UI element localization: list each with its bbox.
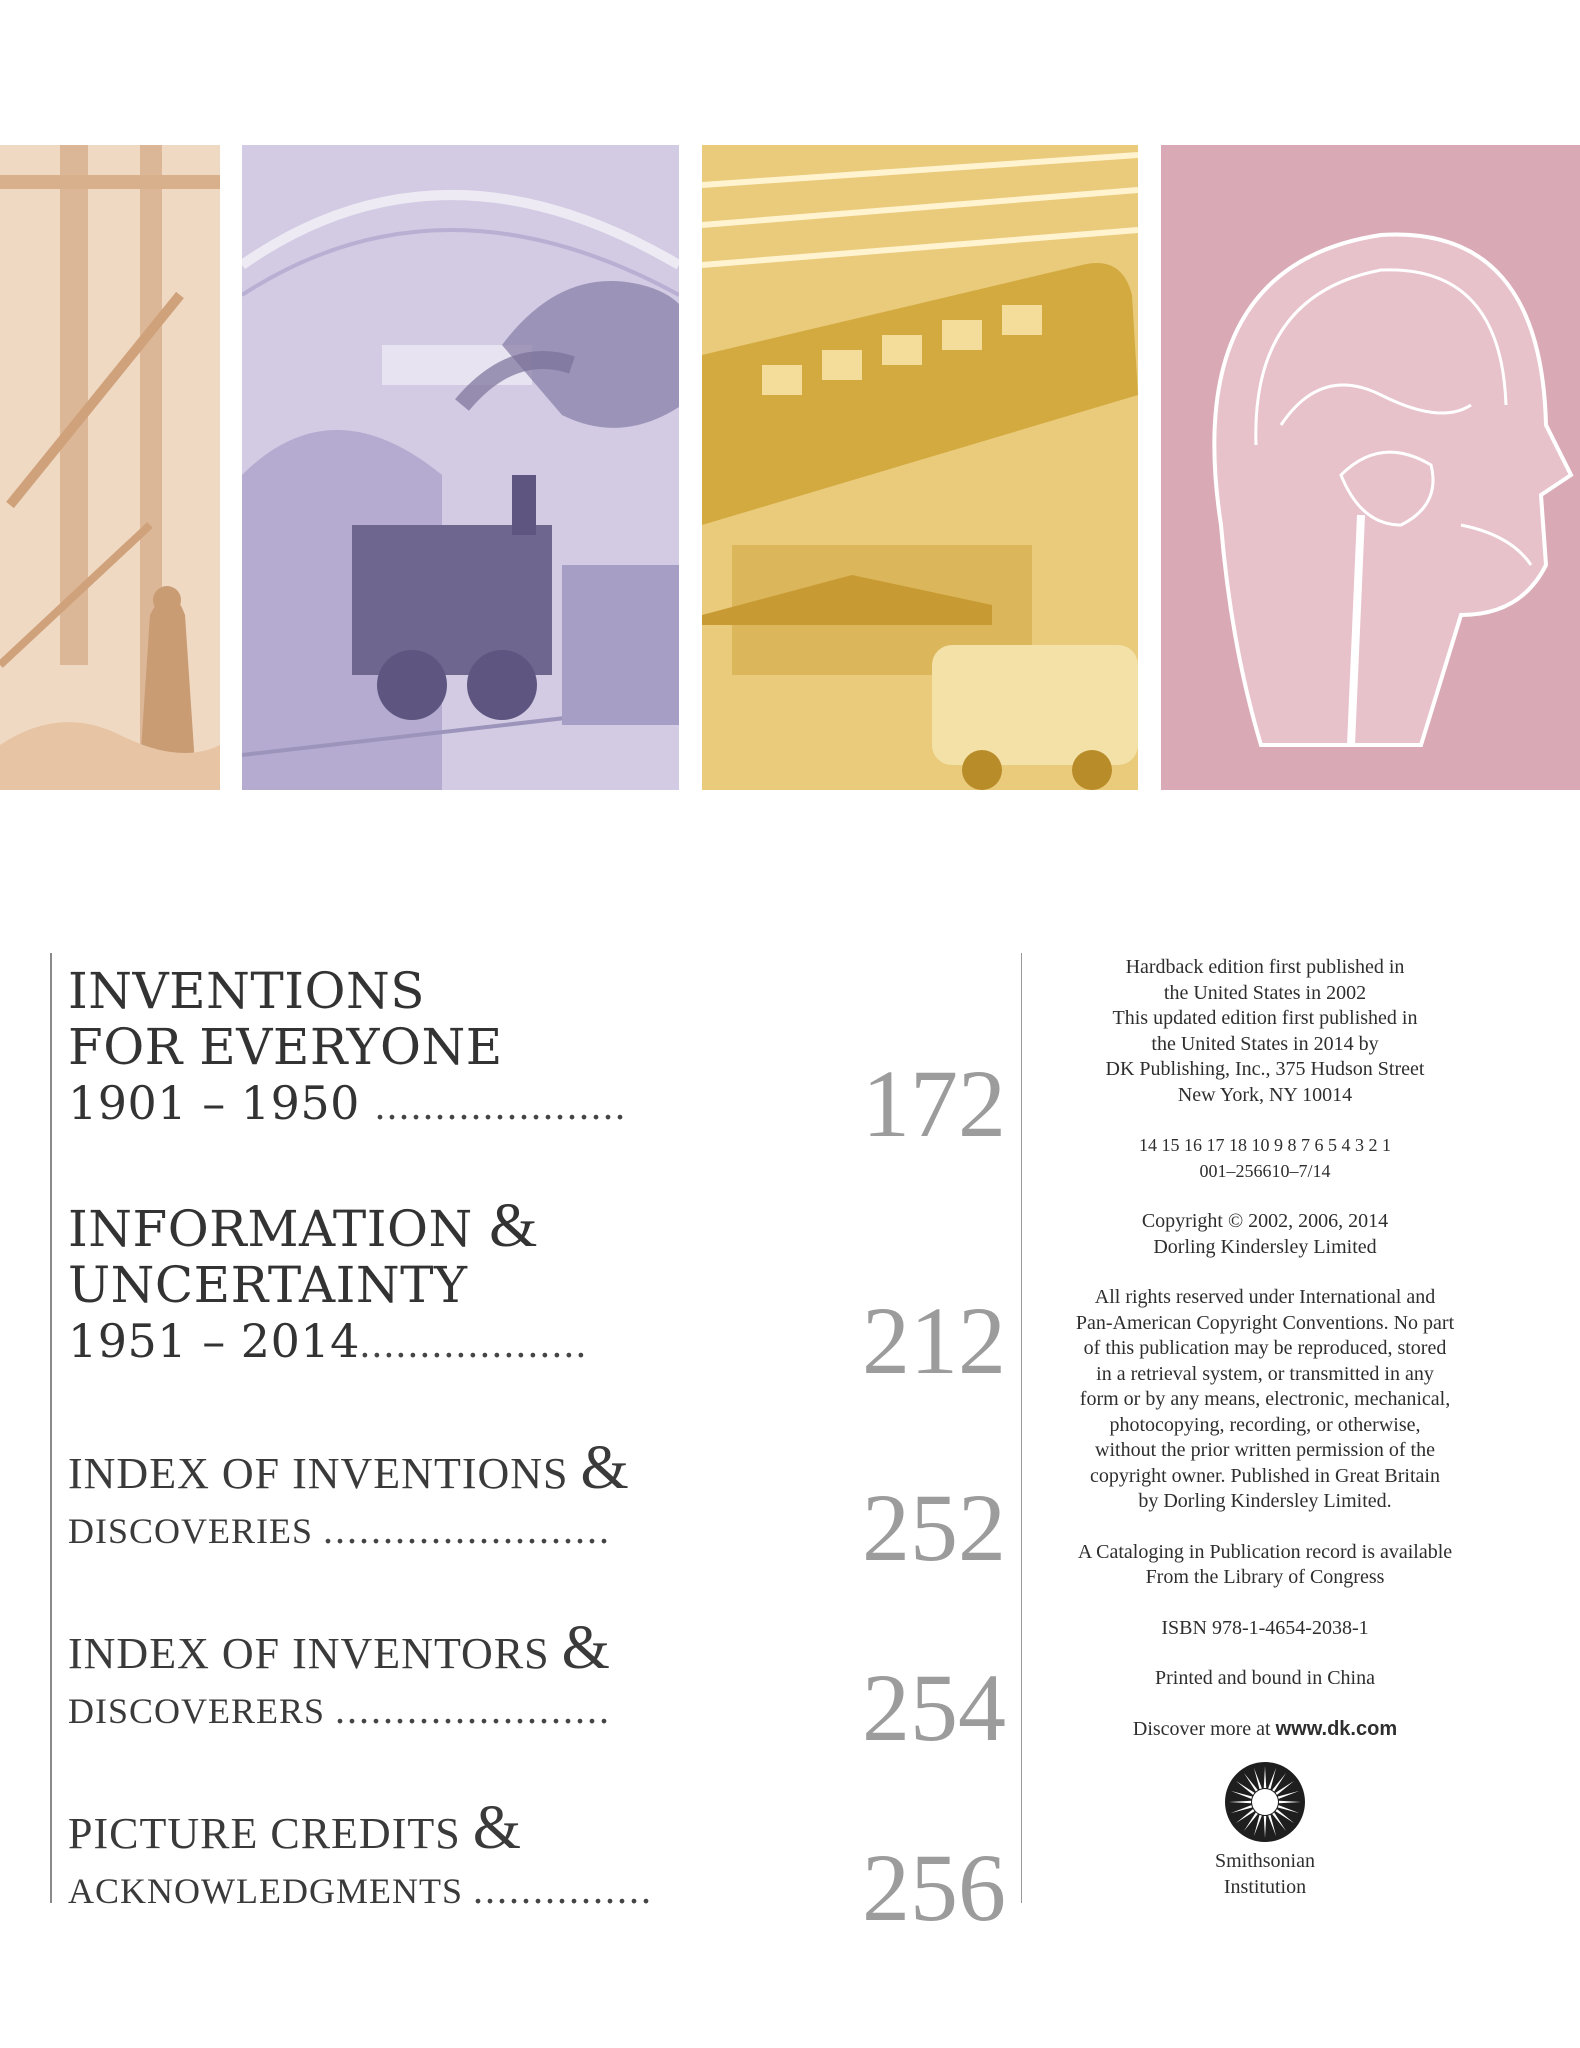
- entry-title: INDEX OF INVENTIONS: [68, 1449, 569, 1498]
- imprint-line: Hardback edition first published in: [1125, 956, 1405, 978]
- printed-in: Printed and bound in China: [1155, 1667, 1375, 1689]
- page-number: 252: [862, 1474, 1006, 1581]
- imprint-line: All rights reserved under International and: [1094, 1286, 1436, 1308]
- isbn: ISBN 978-1-4654-2038-1: [1161, 1616, 1369, 1639]
- entry-title-line: INVENTIONS: [68, 962, 425, 1020]
- leader-dots: ........................: [323, 1507, 612, 1552]
- page-number: 254: [862, 1654, 1006, 1761]
- contents-entry-information-uncertainty[interactable]: [68, 1192, 1048, 1394]
- imprint-line: without the prior written permission of the: [1095, 1439, 1435, 1461]
- imprint-line: A Cataloging in Publication record is available: [1077, 1540, 1453, 1563]
- imprint-line: 001–256610–7/14: [1199, 1160, 1331, 1181]
- illustration-steam-train-tunnel: [242, 145, 679, 790]
- imprint-line: Copyright © 2002, 2006, 2014: [1141, 1210, 1389, 1232]
- entry-title-line: [68, 1192, 1048, 1260]
- ampersand: &: [472, 1794, 522, 1862]
- entry-title-line: UNCERTAINTY: [68, 1256, 468, 1314]
- edition-block: [1035, 955, 1495, 1108]
- imprint-line: New York, NY 10014: [1177, 1083, 1353, 1106]
- illustration-monorail-street: [702, 145, 1138, 790]
- catalog-block: [1035, 1540, 1495, 1591]
- ampersand: &: [580, 1434, 630, 1502]
- entry-title: INFORMATION: [68, 1200, 473, 1258]
- contents-entry-inventions-for-everyone[interactable]: [68, 962, 1048, 1157]
- imprint-line: in a retrieval system, or transmitted in any: [1096, 1362, 1434, 1385]
- rights-block: [1035, 1285, 1495, 1515]
- contents-entry-index-inventors[interactable]: [68, 1614, 1048, 1761]
- illustration-head-cross-section: [1161, 145, 1580, 790]
- logo-text: Institution: [1223, 1876, 1307, 1898]
- ampersand: &: [561, 1614, 611, 1682]
- imprint-line: the United States in 2014 by: [1151, 1032, 1379, 1055]
- imprint-line: copyright owner. Published in Great Britain: [1090, 1464, 1440, 1487]
- leader-dots: ...............: [472, 1867, 653, 1912]
- imprint-line: by Dorling Kindersley Limited.: [1138, 1490, 1392, 1512]
- imprint-line: Dorling Kindersley Limited: [1153, 1235, 1377, 1258]
- page-number: 212: [862, 1287, 1006, 1394]
- entry-subtitle: DISCOVERERS: [68, 1691, 326, 1731]
- entry-title: INDEX OF INVENTORS: [68, 1629, 550, 1678]
- imprint-line: photocopying, recording, or otherwise,: [1109, 1413, 1421, 1436]
- entry-subtitle: DISCOVERIES: [68, 1511, 314, 1551]
- page-number: 256: [862, 1834, 1006, 1941]
- smithsonian-sunburst-icon: [1223, 1760, 1307, 1844]
- imprint-line: form or by any means, electronic, mechanical,: [1079, 1388, 1451, 1410]
- contents-list: [50, 953, 1022, 1941]
- imprint-line: the United States in 2002: [1163, 981, 1367, 1004]
- print-codes: [1035, 1133, 1495, 1184]
- contents-entry-index-inventions[interactable]: [68, 1434, 1048, 1581]
- logo-text: Smithsonian: [1214, 1850, 1315, 1872]
- entry-dates: 1951 – 2014: [68, 1314, 360, 1368]
- imprint-line: Pan-American Copyright Conventions. No part: [1075, 1311, 1455, 1334]
- website-link[interactable]: www.dk.com: [1275, 1717, 1398, 1740]
- ampersand: &: [489, 1192, 538, 1260]
- imprint-line: 14 15 16 17 18 10 9 8 7 6 5 4 3 2 1: [1139, 1135, 1391, 1155]
- copyright-block: [1035, 1209, 1495, 1260]
- illustration-strip: [0, 145, 1580, 790]
- imprint-line: This updated edition first published in: [1112, 1007, 1418, 1029]
- imprint-line: of this publication may be reproduced, stored: [1083, 1337, 1447, 1359]
- discover-more: [1035, 1717, 1495, 1743]
- leader-dots: ...................: [359, 1321, 588, 1366]
- imprint-line: DK Publishing, Inc., 375 Hudson Street: [1105, 1058, 1425, 1080]
- contents-entry-picture-credits[interactable]: [68, 1794, 1048, 1941]
- entry-title: PICTURE CREDITS: [68, 1809, 461, 1858]
- imprint-line: From the Library of Congress: [1145, 1566, 1385, 1588]
- page-number: 172: [862, 1050, 1006, 1157]
- illustration-bridge-construction: [0, 145, 220, 790]
- imprint-column: [1035, 955, 1495, 1900]
- entry-dates: 1901 – 1950: [68, 1076, 360, 1130]
- leader-dots: .....................: [375, 1083, 628, 1128]
- entry-subtitle: ACKNOWLEDGMENTS: [68, 1871, 463, 1911]
- entry-title-line: FOR EVERYONE: [68, 1018, 503, 1076]
- discover-prefix: Discover more at: [1132, 1717, 1276, 1740]
- leader-dots: .......................: [335, 1687, 612, 1732]
